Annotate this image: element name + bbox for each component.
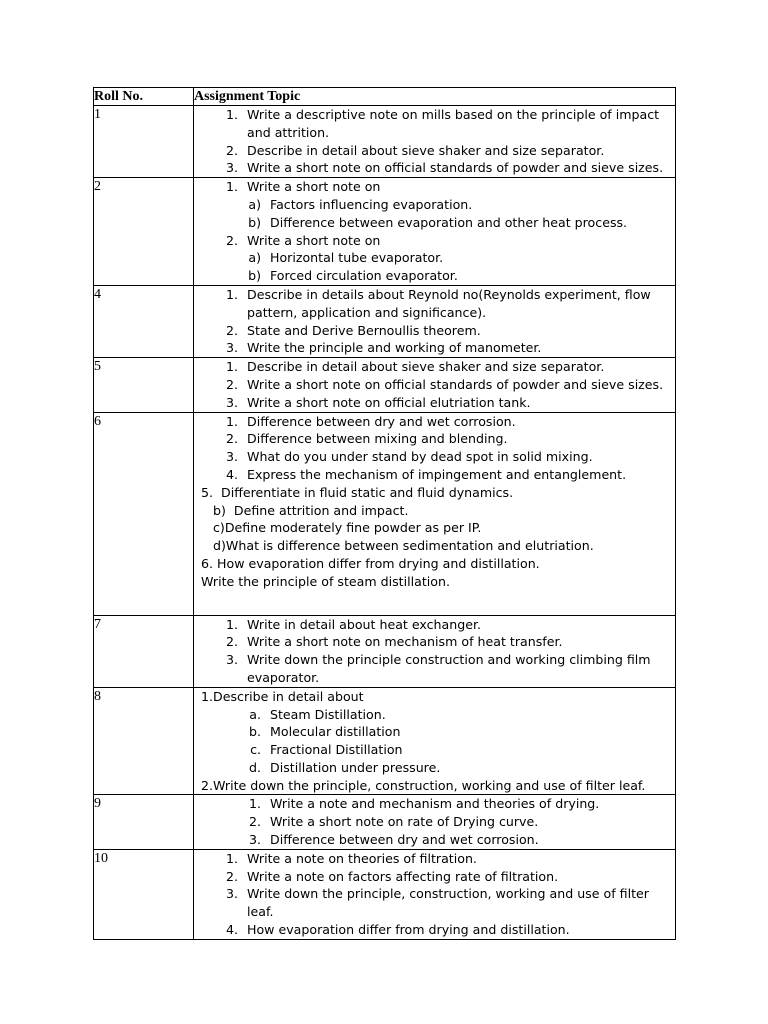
list-item-text: Write a note and mechanism and theories of drying. <box>270 796 600 812</box>
list-marker: 1. <box>225 286 238 302</box>
roll-number-cell: 10 <box>94 849 194 939</box>
list-item <box>194 142 675 160</box>
sub-list-item <box>194 706 675 724</box>
sub-list-item <box>194 249 675 267</box>
list-item <box>194 232 675 250</box>
list-item-text: Distillation under pressure. <box>270 759 441 775</box>
list-marker: 3. <box>225 652 238 668</box>
roll-number-cell: 5 <box>94 358 194 412</box>
list-item-text: Write a note on theories of filtration. <box>247 850 477 866</box>
sub-list-item <box>194 267 675 285</box>
list-marker: 3. <box>225 160 238 176</box>
list-item-text: Write a short note on official elutriation tank. <box>247 394 531 410</box>
list-marker: 3. <box>248 832 261 848</box>
list-marker: a) <box>248 196 261 212</box>
list-item-text: Write in detail about heat exchanger. <box>247 616 481 632</box>
list-item-text: Steam Distillation. <box>270 706 386 722</box>
table-row <box>94 358 676 412</box>
topic-line: 1.Describe in detail about <box>201 688 364 704</box>
list-item-text: Write a short note on official standards of powder and sieve sizes. <box>247 160 664 176</box>
list-item <box>194 868 675 886</box>
list-marker: 1. <box>248 796 261 812</box>
list-item-text: State and Derive Bernoullis theorem. <box>247 322 481 338</box>
assignment-topic-cell <box>194 849 676 939</box>
topic-line: b) Define attrition and impact. <box>201 502 409 518</box>
list-item <box>194 651 675 687</box>
list-item-text: Write a descriptive note on mills based on the principle of impact and attrition. <box>247 107 660 140</box>
table-row <box>94 795 676 849</box>
list-marker: 2. <box>225 322 238 338</box>
list-item <box>194 885 675 921</box>
sub-list-item <box>194 196 675 214</box>
roll-number-cell: 1 <box>94 106 194 178</box>
list-marker: 3. <box>225 394 238 410</box>
list-marker: 2. <box>225 142 238 158</box>
list-item <box>194 286 675 322</box>
list-marker: 4. <box>225 922 238 938</box>
list-marker: 3. <box>225 340 238 356</box>
sub-list-item <box>194 795 675 813</box>
table-header-row <box>94 88 676 106</box>
list-marker: 2. <box>225 232 238 248</box>
assignment-topic-cell <box>194 687 676 795</box>
table-row <box>94 412 676 615</box>
list-marker: 2. <box>225 376 238 392</box>
sub-list-item <box>194 813 675 831</box>
topic-line: d)What is difference between sedimentation and elutriation. <box>201 538 594 554</box>
topic-line: 2.Write down the principle, construction, working and use of filter leaf. <box>201 777 646 793</box>
list-item-text: Write a short note on rate of Drying curve. <box>270 814 539 830</box>
list-item-text: Write down the principle, construction, working and use of filter leaf. <box>247 886 649 920</box>
list-item <box>194 376 675 394</box>
list-item-text: Describe in detail about sieve shaker and size separator. <box>247 359 605 375</box>
table-row <box>94 687 676 795</box>
list-item <box>194 178 675 196</box>
list-marker: a) <box>248 250 261 266</box>
list-marker: 1. <box>225 107 238 122</box>
list-item-text: Difference between dry and wet corrosion. <box>247 413 516 429</box>
list-item <box>194 921 675 939</box>
list-item <box>194 413 675 431</box>
roll-number-cell: 2 <box>94 178 194 286</box>
roll-number-cell: 7 <box>94 615 194 687</box>
list-marker: 2. <box>225 868 238 884</box>
list-item <box>194 394 675 412</box>
list-item <box>194 466 675 484</box>
blank-line <box>194 591 675 615</box>
roll-no-header: Roll No. <box>94 88 194 106</box>
list-item <box>194 850 675 868</box>
list-item-text: Write a short note on mechanism of heat transfer. <box>247 634 563 650</box>
table-row <box>94 615 676 687</box>
roll-number-cell: 8 <box>94 687 194 795</box>
list-item <box>194 633 675 651</box>
table-row <box>94 849 676 939</box>
table-row <box>94 178 676 286</box>
list-item-text: What do you under stand by dead spot in solid mixing. <box>247 449 593 465</box>
sub-list-item <box>194 831 675 849</box>
list-marker: b. <box>249 724 261 740</box>
assignment-table <box>93 87 676 940</box>
list-marker: d. <box>249 759 261 775</box>
list-marker: 1. <box>225 359 238 375</box>
list-item-text: Molecular distillation <box>270 724 401 740</box>
sub-list-item <box>194 741 675 759</box>
assignment-topic-cell <box>194 412 676 615</box>
table-row <box>94 285 676 357</box>
list-marker: a. <box>249 706 261 722</box>
list-item-text: Write a short note on <box>247 179 381 195</box>
list-marker: 3. <box>225 449 238 465</box>
assignment-topic-cell <box>194 178 676 286</box>
list-marker: 1. <box>225 413 238 429</box>
list-item-text: Describe in details about Reynold no(Reynolds experiment, flow pattern, application and significance). <box>247 286 651 320</box>
list-marker: c. <box>250 742 261 758</box>
list-marker: 2. <box>225 431 238 447</box>
list-item-text: Fractional Distillation <box>270 742 403 758</box>
list-item <box>194 448 675 466</box>
table-row <box>94 106 676 178</box>
list-item <box>194 106 675 142</box>
list-item-text: Describe in detail about sieve shaker and size separator. <box>247 142 605 158</box>
roll-number-cell: 9 <box>94 795 194 849</box>
list-item <box>194 358 675 376</box>
list-item <box>194 339 675 357</box>
roll-number-cell: 4 <box>94 285 194 357</box>
list-marker: 1. <box>225 616 238 632</box>
list-marker: 1. <box>225 850 238 866</box>
topic-line: c)Define moderately fine powder as per IP. <box>201 520 482 536</box>
sub-list-item <box>194 723 675 741</box>
list-marker: 2. <box>248 814 261 830</box>
list-marker: b) <box>248 268 261 284</box>
list-item-text: How evaporation differ from drying and distillation. <box>247 922 570 938</box>
list-item <box>194 159 675 177</box>
sub-list-item <box>194 759 675 777</box>
list-marker: 2. <box>225 634 238 650</box>
topic-line: 6. How evaporation differ from drying and distillation. <box>201 555 540 571</box>
list-item <box>194 616 675 634</box>
list-item-text: Write the principle and working of manometer. <box>247 340 542 356</box>
list-item <box>194 322 675 340</box>
assignment-topic-cell <box>194 615 676 687</box>
list-item-text: Forced circulation evaporator. <box>270 268 458 284</box>
list-item-text: Write a short note on official standards of powder and sieve sizes. <box>247 376 664 392</box>
list-item <box>194 430 675 448</box>
list-item-text: Write down the principle construction and working climbing film evaporator. <box>247 652 651 685</box>
list-marker: 1. <box>225 179 238 195</box>
roll-number-cell: 6 <box>94 412 194 615</box>
list-item-text: Difference between mixing and blending. <box>247 431 508 447</box>
list-item-text: Difference between evaporation and other heat process. <box>270 214 628 230</box>
list-marker: 4. <box>225 466 238 482</box>
assignment-topic-cell <box>194 106 676 178</box>
list-item-text: Write a short note on <box>247 232 381 248</box>
table-body <box>94 106 676 940</box>
list-item-text: Factors influencing evaporation. <box>270 196 473 212</box>
list-item-text: Write a note on factors affecting rate of filtration. <box>247 868 559 884</box>
list-marker: 3. <box>225 886 238 902</box>
topic-line: 5. Differentiate in fluid static and fluid dynamics. <box>201 484 514 500</box>
sub-list-item <box>194 214 675 232</box>
list-item-text: Horizontal tube evaporator. <box>270 250 444 266</box>
list-item-text: Difference between dry and wet corrosion. <box>270 832 539 848</box>
assignment-topic-header: Assignment Topic <box>194 88 676 106</box>
assignment-topic-cell <box>194 358 676 412</box>
list-marker: b) <box>248 214 261 230</box>
list-item-text: Express the mechanism of impingement and entanglement. <box>247 466 627 482</box>
assignment-topic-cell <box>194 285 676 357</box>
topic-line: Write the principle of steam distillation. <box>201 573 450 589</box>
assignment-topic-cell <box>194 795 676 849</box>
